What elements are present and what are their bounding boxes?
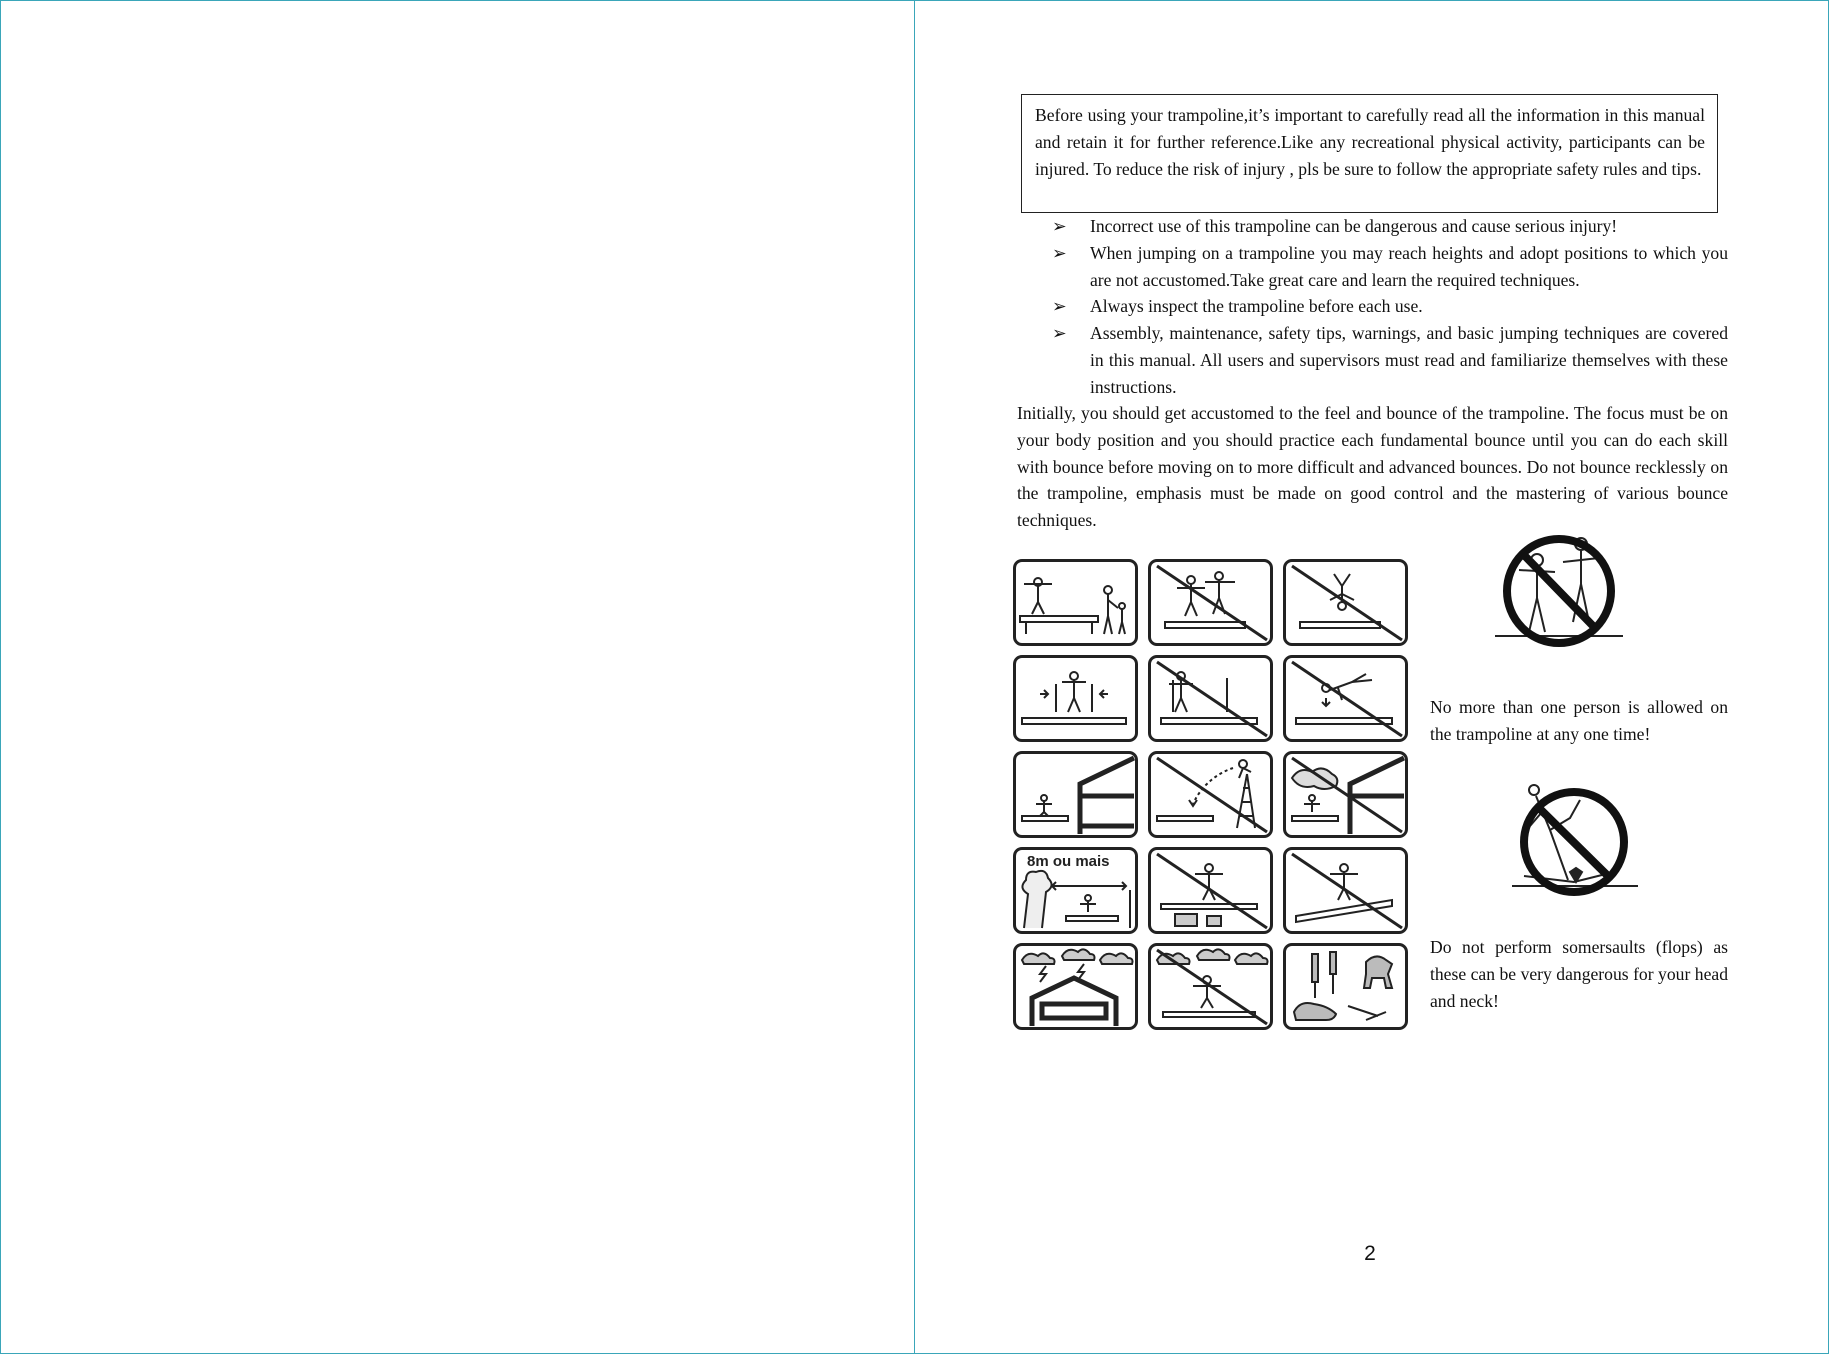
bullet-item: [1052, 293, 1728, 320]
arrow-bullet-icon: ➢: [1052, 323, 1067, 344]
one-person-warning-text: No more than one person is allowed on the trampoline at any one time!: [1430, 697, 1728, 744]
no-jumping-from-height-icon: [1148, 751, 1273, 838]
clearance-above-icon: [1013, 751, 1138, 838]
safety-bullet-list: [1052, 213, 1728, 401]
jump-in-center-icon: [1013, 655, 1138, 742]
arrow-bullet-icon: ➢: [1052, 296, 1067, 317]
no-diving-icon: [1283, 655, 1408, 742]
bullet-text: Always inspect the trampoline before each use.: [1090, 296, 1423, 317]
no-jumping-in-storm-icon: [1148, 943, 1273, 1030]
arrow-bullet-icon: ➢: [1052, 216, 1067, 236]
page-number: 2: [1364, 1242, 1376, 1265]
safety-pictogram-grid: [1013, 559, 1410, 1033]
no-multiple-persons-sign-icon: [1491, 532, 1627, 652]
no-overhead-obstacles-icon: [1283, 751, 1408, 838]
technique-paragraph: Initially, you should get accustomed to the feel and bounce of the trampoline. The focus must be on your body position and you should practice each fundamental bounce until you can do each skill with bounce before moving on to more difficult and advanced bounces. Do not bounce recklessly on the trampoline, emphasis must be made on good control and the mastering of various bounce techniques.: [1017, 403, 1728, 531]
no-multiple-jumpers-icon: [1148, 559, 1273, 646]
bullet-text: Assembly, maintenance, safety tips, warnings, and basic jumping techniques are covered in this manual. All users and supervisors must read and familiarize themselves with these instructions.: [1090, 323, 1728, 397]
left-blank-page: [0, 0, 915, 1354]
shelter-in-storm-icon: [1013, 943, 1138, 1030]
notice-text: Before using your trampoline,it’s important to carefully read all the information in this manual and retain it for further reference.Like any recreational physical activity, participants can be injured. To reduce the risk of injury , pls be sure to follow the appropriate safety rules and tips.: [1035, 105, 1705, 179]
bullet-item: [1052, 213, 1728, 240]
no-somersault-sign-icon: [1510, 782, 1640, 902]
supervised-jumping-icon: [1013, 559, 1138, 646]
no-shoes-pets-sharp-objects-icon: [1283, 943, 1408, 1030]
bullet-item: [1052, 240, 1728, 294]
no-somersault-icon: [1283, 559, 1408, 646]
distance-label: 8m ou mais: [1027, 853, 1110, 870]
no-uneven-ground-icon: [1283, 847, 1408, 934]
bullet-item: [1052, 320, 1728, 400]
safety-notice-box: [1021, 94, 1718, 213]
arrow-bullet-icon: ➢: [1052, 242, 1067, 263]
bullet-text: When jumping on a trampoline you may reach heights and adopt positions to which you are not accustomed.Take great care and learn the required techniques.: [1090, 242, 1728, 290]
no-objects-underneath-icon: [1148, 847, 1273, 934]
bullet-text: Incorrect use of this trampoline can be dangerous and cause serious injury!: [1090, 216, 1618, 236]
somersault-warning-text: Do not perform somersaults (flops) as these can be very dangerous for your head and neck!: [1430, 937, 1728, 1011]
no-edge-jumping-icon: [1148, 655, 1273, 742]
distance-clearance-icon: [1013, 847, 1138, 934]
